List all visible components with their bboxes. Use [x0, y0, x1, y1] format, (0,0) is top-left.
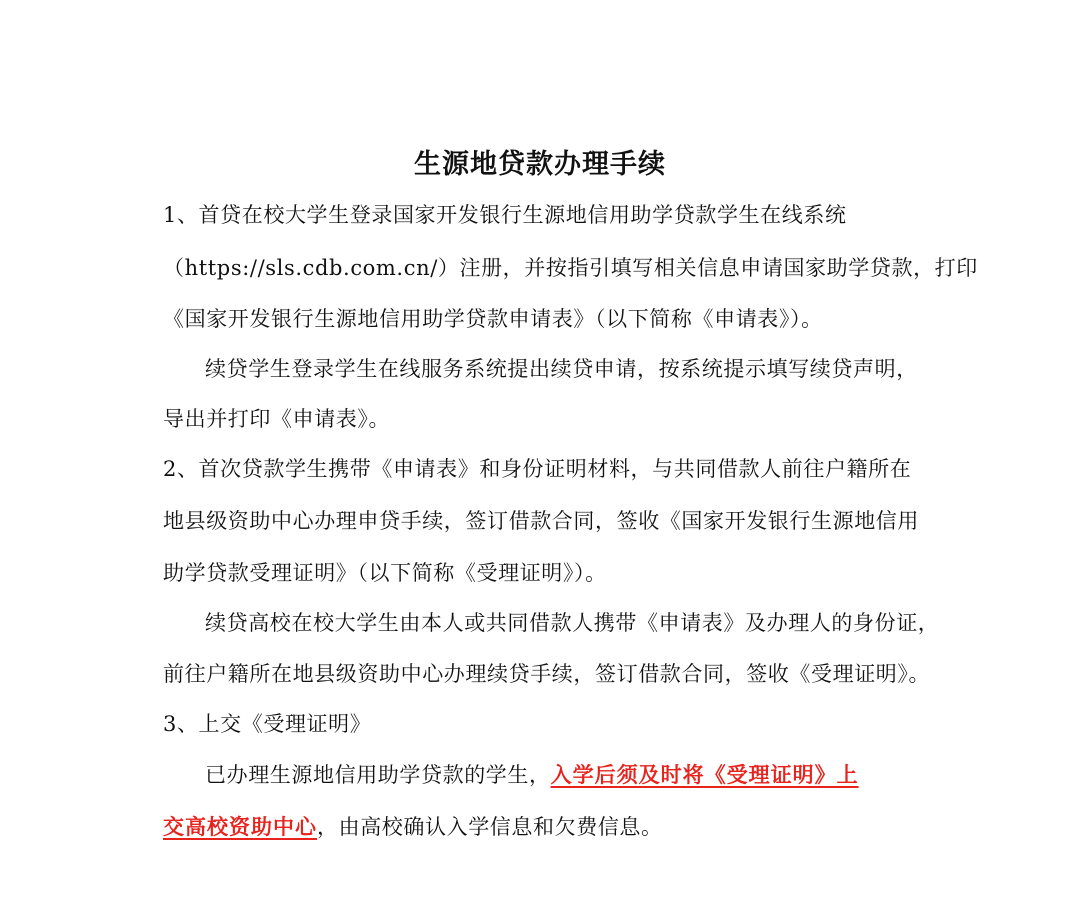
- final-tail-text: ，由高校确认入学信息和欠费信息。: [317, 815, 663, 839]
- highlight-text-part2: 交高校资助中心: [163, 814, 317, 839]
- step3-heading: 3、上交《受理证明》: [163, 712, 372, 736]
- final-lead-text: 已办理生源地信用助学贷款的学生，: [205, 763, 551, 787]
- renewal-line1: 续贷学生登录学生在线服务系统提出续贷申请，按系统提示填写续贷声明，: [205, 357, 918, 381]
- renewal-line2: 导出并打印《申请表》。: [163, 407, 391, 431]
- renewal2-line2: 前往户籍所在地县级资助中心办理续贷手续，签订借款合同，签收《受理证明》。: [163, 662, 931, 686]
- step1-line2: （https://sls.cdb.com.cn/）注册，并按指引填写相关信息申请国家助学贷款，打印: [163, 256, 978, 280]
- step2-line2: 地县级资助中心办理申贷手续，签订借款合同，签收《国家开发银行生源地信用: [163, 509, 919, 533]
- step2-line1: 2、首次贷款学生携带《申请表》和身份证明材料，与共同借款人前往户籍所在: [163, 457, 912, 481]
- renewal2-line1: 续贷高校在校大学生由本人或共同借款人携带《申请表》及办理人的身份证，: [205, 611, 940, 635]
- highlight-text-part1: 入学后须及时将《受理证明》上: [550, 762, 859, 787]
- document-title: 生源地贷款办理手续: [414, 149, 666, 180]
- step1-line1: 1、首贷在校大学生登录国家开发银行生源地信用助学贷款学生在线系统: [163, 203, 847, 227]
- final-line2: [163, 812, 663, 842]
- step1-line3: 《国家开发银行生源地信用助学贷款申请表》（以下简称《申请表》）。: [163, 307, 823, 331]
- final-line1: [205, 760, 859, 790]
- step2-line3: 助学贷款受理证明》（以下简称《受理证明》）。: [163, 561, 607, 585]
